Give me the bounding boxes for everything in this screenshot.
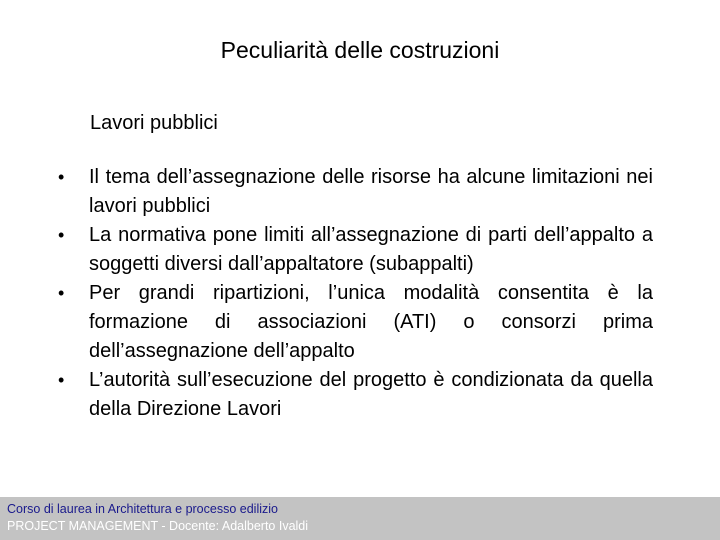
bullet-item [56, 163, 653, 221]
bullet-item [56, 279, 653, 366]
bullet-dot-icon: • [58, 370, 65, 390]
bullet-item [56, 221, 653, 279]
bullet-text: L’autorità sull’esecuzione del progetto è condizionata da quella della Direzione Lavori [89, 369, 653, 420]
footer-course-name: Corso di laurea in Architettura e processo edilizio [7, 502, 278, 516]
bullet-item [56, 366, 653, 424]
bullet-text: Il tema dell’assegnazione delle risorse ha alcune limitazioni nei lavori pubblici [89, 166, 653, 217]
slide-subtitle: Lavori pubblici [90, 112, 218, 134]
bullet-text: La normativa pone limiti all’assegnazione di parti dell’appalto a soggetti diversi dall’appaltatore (subappalti) [89, 224, 653, 275]
footer-course-info: PROJECT MANAGEMENT - Docente: Adalberto Ivaldi [7, 519, 309, 533]
bullet-list [56, 163, 653, 424]
bullet-dot-icon: • [58, 167, 65, 187]
bullet-dot-icon: • [58, 283, 65, 303]
bullet-dot-icon: • [58, 225, 65, 245]
slide-title: Peculiarità delle costruzioni [220, 37, 500, 63]
bullet-text: Per grandi ripartizioni, l’unica modalità consentita è la formazione di associazioni (ATI) o consorzi prima dell’assegnazione dell’appalto [89, 282, 653, 362]
footer-bar [0, 497, 720, 540]
